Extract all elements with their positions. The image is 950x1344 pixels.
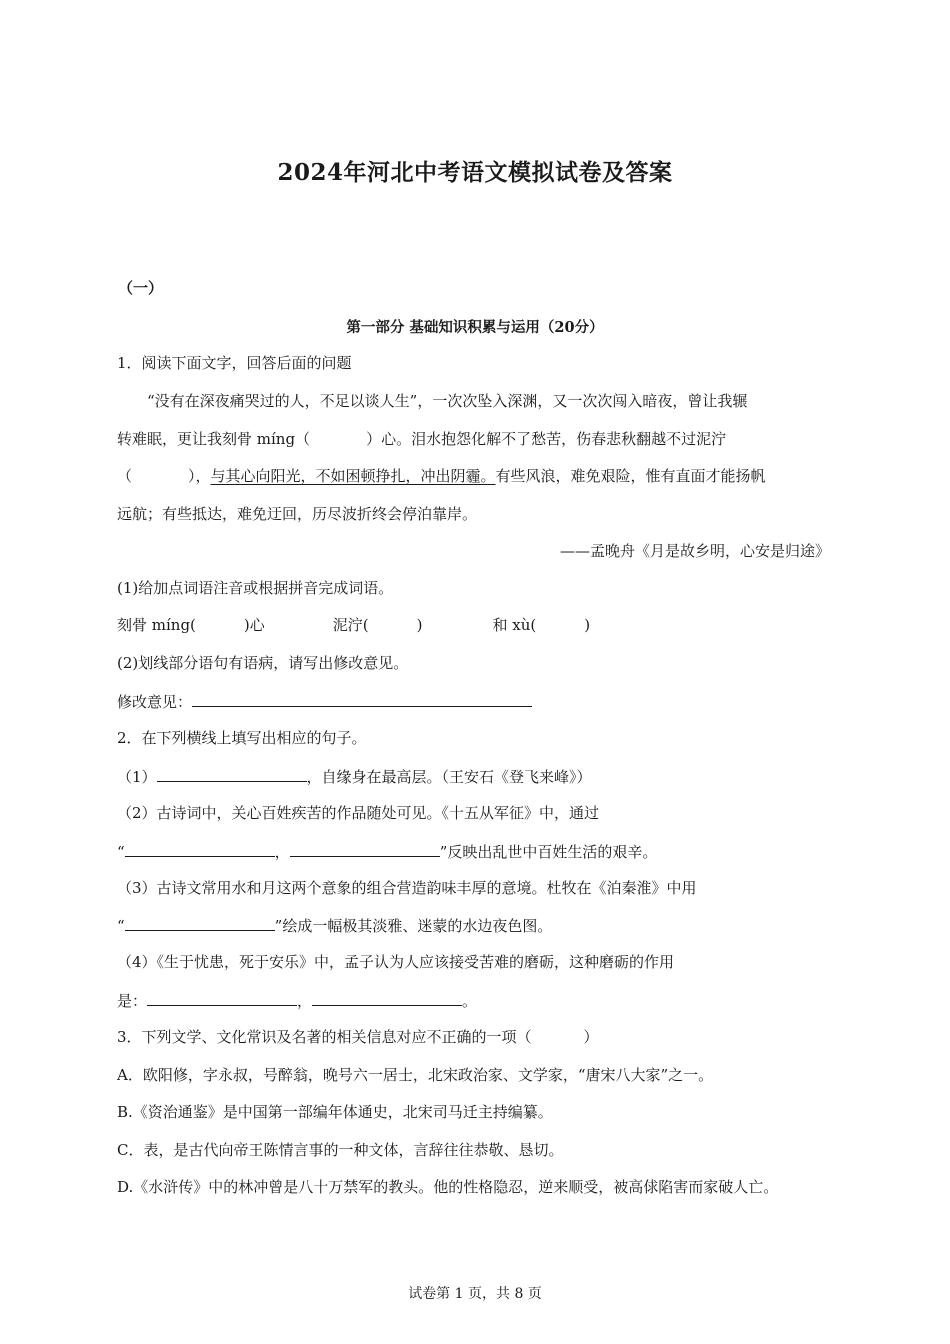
answer-blank (290, 840, 440, 857)
option-b: B.《资治通鉴》是中国第一部编年体通史，北宋司马迁主持编纂。 (117, 1103, 553, 1121)
q2-item-3: （3）古诗文常用水和月这两个意象的组合营造韵味丰厚的意境。杜牧在《泊秦淮》中用 (117, 879, 697, 897)
underlined-sentence: 与其心向阳光，不如困顿挣扎，冲出阴霾。 (210, 467, 496, 485)
passage-line-4: 远航；有些抵达，难免迂回，历尽波折终会停泊靠岸。 (117, 505, 478, 523)
question-3-stem: 3．下列文学、文化常识及名著的相关信息对应不正确的一项（ ） (117, 1028, 599, 1046)
passage-line-1: “没有在深夜痛哭过的人，不足以谈人生”，一次次坠入深渊，又一次次闯入暗夜，曾让我辗 (147, 392, 748, 410)
page-title: 2024年河北中考语文模拟试卷及答案 (277, 159, 673, 186)
question-2-stem: 2．在下列横线上填写出相应的句子。 (117, 729, 367, 747)
answer-blank (312, 989, 462, 1006)
fix-answer-line: 修改意见： (117, 690, 532, 712)
option-c: C．表，是古代向帝王陈情言事的一种文体，言辞往往恭敬、恳切。 (117, 1141, 564, 1159)
question-1-stem: 1．阅读下面文字，回答后面的问题 (117, 354, 352, 372)
passage-line-2: 转难眠，更让我刻骨 míng（ ）心。泪水抱怨化解不了愁苦，伤春悲秋翻越不过泥泞 (117, 430, 727, 448)
answer-blank (157, 765, 307, 782)
option-d: D.《水浒传》中的林冲曾是八十万禁军的教头。他的性格隐忍，逆来顺受，被高俅陷害而家破人亡。 (117, 1178, 779, 1196)
sub-question-1: (1)给加点词语注音或根据拼音完成词语。 (117, 579, 394, 597)
q2-item-2-blanks: “ ， ”反映出乱世中百姓生活的艰辛。 (117, 840, 657, 862)
answer-blank (147, 989, 297, 1006)
q2-item-1: （1） ，自缘身在最高层。（王安石《登飞来峰》） (117, 765, 592, 787)
section-number: （一） (118, 279, 164, 297)
page-footer: 试卷第 1 页，共 8 页 (408, 1286, 542, 1302)
answer-blank (125, 840, 275, 857)
q2-item-4-blanks: 是： ， 。 (117, 989, 477, 1011)
q2-item-4: （4）《生于忧患，死于安乐》中，孟子认为人应该接受苦难的磨砺，这种磨砺的作用 (117, 953, 675, 971)
q2-item-2: （2）古诗词中，关心百姓疾苦的作品随处可见。《十五从军征》中，通过 (117, 804, 600, 822)
word-fill-row: 刻骨 míng( )心 泥泞( ) 和 xù( ) (117, 616, 591, 634)
passage-line-3: （ ），与其心向阳光，不如困顿挣扎，冲出阴霾。有些风浪，难免艰险，惟有直面才能扬帆 (117, 467, 766, 485)
part-heading: 第一部分 基础知识积累与运用（20分） (346, 319, 604, 336)
answer-blank (125, 914, 275, 931)
sub-question-2: (2)划线部分语句有语病，请写出修改意见。 (117, 654, 409, 672)
passage-source: ——孟晚舟《月是故乡明，心安是归途》 (559, 542, 830, 560)
answer-blank (192, 690, 532, 707)
q2-item-3-blank: “ ”绘成一幅极其淡雅、迷蒙的水边夜色图。 (117, 914, 552, 936)
option-a: A．欧阳修，字永叔，号醉翁，晚号六一居士，北宋政治家、文学家，“唐宋八大家”之一。 (117, 1066, 714, 1084)
